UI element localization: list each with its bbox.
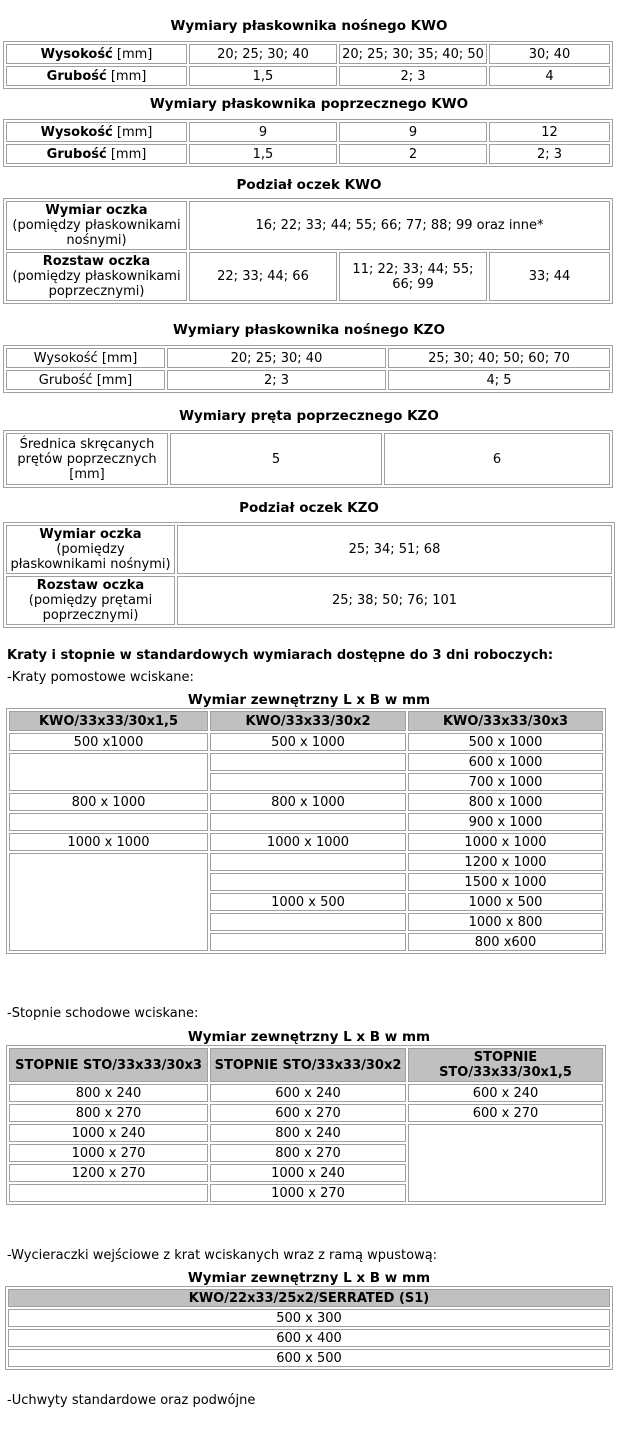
table-cell: 900 x 1000 bbox=[408, 813, 603, 831]
table-cell: 600 x 240 bbox=[210, 1084, 406, 1102]
table-cell: 600 x 400 bbox=[8, 1329, 610, 1347]
table-cell: 500 x 300 bbox=[8, 1309, 610, 1327]
table-cell: 600 x 500 bbox=[8, 1349, 610, 1367]
column-header: KWO/33x33/30x3 bbox=[408, 711, 603, 731]
table-cell bbox=[210, 913, 406, 931]
row-label: Rozstaw oczka (pomiędzy płaskownikami poprzecznymi) bbox=[6, 252, 187, 301]
table-cell: 25; 38; 50; 76; 101 bbox=[177, 576, 612, 625]
row-label: Wysokość [mm] bbox=[6, 122, 187, 142]
table-cell: 1,5 bbox=[189, 66, 337, 86]
table-cell: 600 x 270 bbox=[210, 1104, 406, 1122]
row-label: Grubość [mm] bbox=[6, 66, 187, 86]
wycieraczki-caption: Wymiar zewnętrzny L x B w mm bbox=[187, 1270, 431, 1286]
column-header: KWO/33x33/30x2 bbox=[210, 711, 406, 731]
table-cell: 800 x 1000 bbox=[408, 793, 603, 811]
table-cell: 2; 3 bbox=[167, 370, 386, 390]
table-cell bbox=[9, 753, 208, 791]
table-cell bbox=[210, 933, 406, 951]
table-cell bbox=[408, 1124, 603, 1202]
table-cell: 11; 22; 33; 44; 55; 66; 99 bbox=[339, 252, 487, 301]
kzo-oczka-title: Podział oczek KZO bbox=[239, 500, 379, 516]
table-cell: 500 x1000 bbox=[9, 733, 208, 751]
column-header: KWO/33x33/30x1,5 bbox=[9, 711, 208, 731]
table-cell: 4; 5 bbox=[388, 370, 610, 390]
kraty-table bbox=[6, 708, 606, 954]
table-cell: 16; 22; 33; 44; 55; 66; 77; 88; 99 oraz inne* bbox=[189, 201, 610, 250]
kwo-oczka-title: Podział oczek KWO bbox=[236, 177, 382, 193]
table-cell: 1000 x 500 bbox=[408, 893, 603, 911]
table-cell: 600 x 1000 bbox=[408, 753, 603, 771]
table-cell bbox=[9, 813, 208, 831]
table-cell: 800 x 270 bbox=[9, 1104, 208, 1122]
table-cell: 500 x 1000 bbox=[408, 733, 603, 751]
table-cell: 700 x 1000 bbox=[408, 773, 603, 791]
kwo-nosny-table bbox=[3, 41, 613, 89]
table-cell bbox=[210, 873, 406, 891]
table-cell: 4 bbox=[489, 66, 610, 86]
row-label: Wymiar oczka (pomiędzy płaskownikami nośnymi) bbox=[6, 201, 187, 250]
table-cell: 1500 x 1000 bbox=[408, 873, 603, 891]
table-cell: 800 x 240 bbox=[9, 1084, 208, 1102]
table-cell: 20; 25; 30; 35; 40; 50 bbox=[339, 44, 487, 64]
kzo-oczka-table bbox=[3, 522, 615, 628]
table-cell bbox=[210, 813, 406, 831]
table-cell bbox=[210, 773, 406, 791]
column-header: STOPNIE STO/33x33/30x1,5 bbox=[408, 1048, 603, 1082]
table-cell: 2; 3 bbox=[489, 144, 610, 164]
table-cell: 1200 x 1000 bbox=[408, 853, 603, 871]
table-cell: 1000 x 240 bbox=[210, 1164, 406, 1182]
wycieraczki-table bbox=[5, 1286, 613, 1370]
table-cell: 2 bbox=[339, 144, 487, 164]
row-label: Wymiar oczka (pomiędzy płaskownikami nośnymi) bbox=[6, 525, 175, 574]
column-header: STOPNIE STO/33x33/30x2 bbox=[210, 1048, 406, 1082]
uchwyty-label: -Uchwyty standardowe oraz podwójne bbox=[7, 1393, 256, 1408]
table-cell: 2; 3 bbox=[339, 66, 487, 86]
table-cell: 1000 x 500 bbox=[210, 893, 406, 911]
table-cell: 600 x 240 bbox=[408, 1084, 603, 1102]
row-label: Wysokość [mm] bbox=[6, 348, 165, 368]
kwo-poprzeczny-table bbox=[3, 119, 613, 167]
kwo-poprzeczny-title: Wymiary płaskownika poprzecznego KWO bbox=[149, 96, 469, 112]
kzo-nosny-table bbox=[3, 345, 613, 393]
stopnie-table bbox=[6, 1045, 606, 1205]
table-cell: 800 x 1000 bbox=[210, 793, 406, 811]
table-cell: 33; 44 bbox=[489, 252, 610, 301]
kwo-oczka-table bbox=[3, 198, 613, 304]
table-cell: 22; 33; 44; 66 bbox=[189, 252, 337, 301]
stopnie-label: -Stopnie schodowe wciskane: bbox=[7, 1006, 199, 1021]
table-cell: 12 bbox=[489, 122, 610, 142]
kwo-nosny-title: Wymiary płaskownika nośnego KWO bbox=[170, 18, 448, 34]
table-cell: 1000 x 270 bbox=[210, 1184, 406, 1202]
table-cell: 1200 x 270 bbox=[9, 1164, 208, 1182]
table-cell: 1000 x 800 bbox=[408, 913, 603, 931]
table-cell: 800 x 240 bbox=[210, 1124, 406, 1142]
wycieraczki-label: -Wycieraczki wejściowe z krat wciskanych wraz z ramą wpustową: bbox=[7, 1248, 438, 1263]
column-header: STOPNIE STO/33x33/30x3 bbox=[9, 1048, 208, 1082]
intro-heading: Kraty i stopnie w standardowych wymiarach dostępne do 3 dni roboczych: bbox=[7, 648, 554, 663]
table-cell: 20; 25; 30; 40 bbox=[167, 348, 386, 368]
stopnie-caption: Wymiar zewnętrzny L x B w mm bbox=[187, 1029, 431, 1045]
kraty-label: -Kraty pomostowe wciskane: bbox=[7, 670, 194, 685]
table-cell: 9 bbox=[339, 122, 487, 142]
table-cell bbox=[9, 1184, 208, 1202]
row-label: Rozstaw oczka (pomiędzy prętami poprzecznymi) bbox=[6, 576, 175, 625]
row-label: Grubość [mm] bbox=[6, 144, 187, 164]
table-cell: 9 bbox=[189, 122, 337, 142]
table-cell: 25; 30; 40; 50; 60; 70 bbox=[388, 348, 610, 368]
table-cell: 800 x600 bbox=[408, 933, 603, 951]
row-label: Średnica skręcanych prętów poprzecznych [mm] bbox=[6, 433, 168, 485]
table-cell: 25; 34; 51; 68 bbox=[177, 525, 612, 574]
table-cell: 1,5 bbox=[189, 144, 337, 164]
table-cell: 6 bbox=[384, 433, 610, 485]
table-cell: 600 x 270 bbox=[408, 1104, 603, 1122]
table-cell: 500 x 1000 bbox=[210, 733, 406, 751]
kzo-pret-title: Wymiary pręta poprzecznego KZO bbox=[179, 408, 439, 424]
table-cell: 1000 x 240 bbox=[9, 1124, 208, 1142]
row-label: Grubość [mm] bbox=[6, 370, 165, 390]
table-cell: 1000 x 1000 bbox=[408, 833, 603, 851]
table-cell: 30; 40 bbox=[489, 44, 610, 64]
table-cell: 1000 x 1000 bbox=[9, 833, 208, 851]
kzo-nosny-title: Wymiary płaskownika nośnego KZO bbox=[173, 322, 445, 338]
kraty-caption: Wymiar zewnętrzny L x B w mm bbox=[187, 692, 431, 708]
kzo-pret-table bbox=[3, 430, 613, 488]
table-cell bbox=[210, 753, 406, 771]
table-cell: 800 x 1000 bbox=[9, 793, 208, 811]
row-label: Wysokość [mm] bbox=[6, 44, 187, 64]
table-cell: 5 bbox=[170, 433, 382, 485]
table-cell bbox=[9, 853, 208, 951]
table-cell: 800 x 270 bbox=[210, 1144, 406, 1162]
table-cell: 20; 25; 30; 40 bbox=[189, 44, 337, 64]
table-cell bbox=[210, 853, 406, 871]
column-header: KWO/22x33/25x2/SERRATED (S1) bbox=[8, 1289, 610, 1307]
table-cell: 1000 x 1000 bbox=[210, 833, 406, 851]
table-cell: 1000 x 270 bbox=[9, 1144, 208, 1162]
